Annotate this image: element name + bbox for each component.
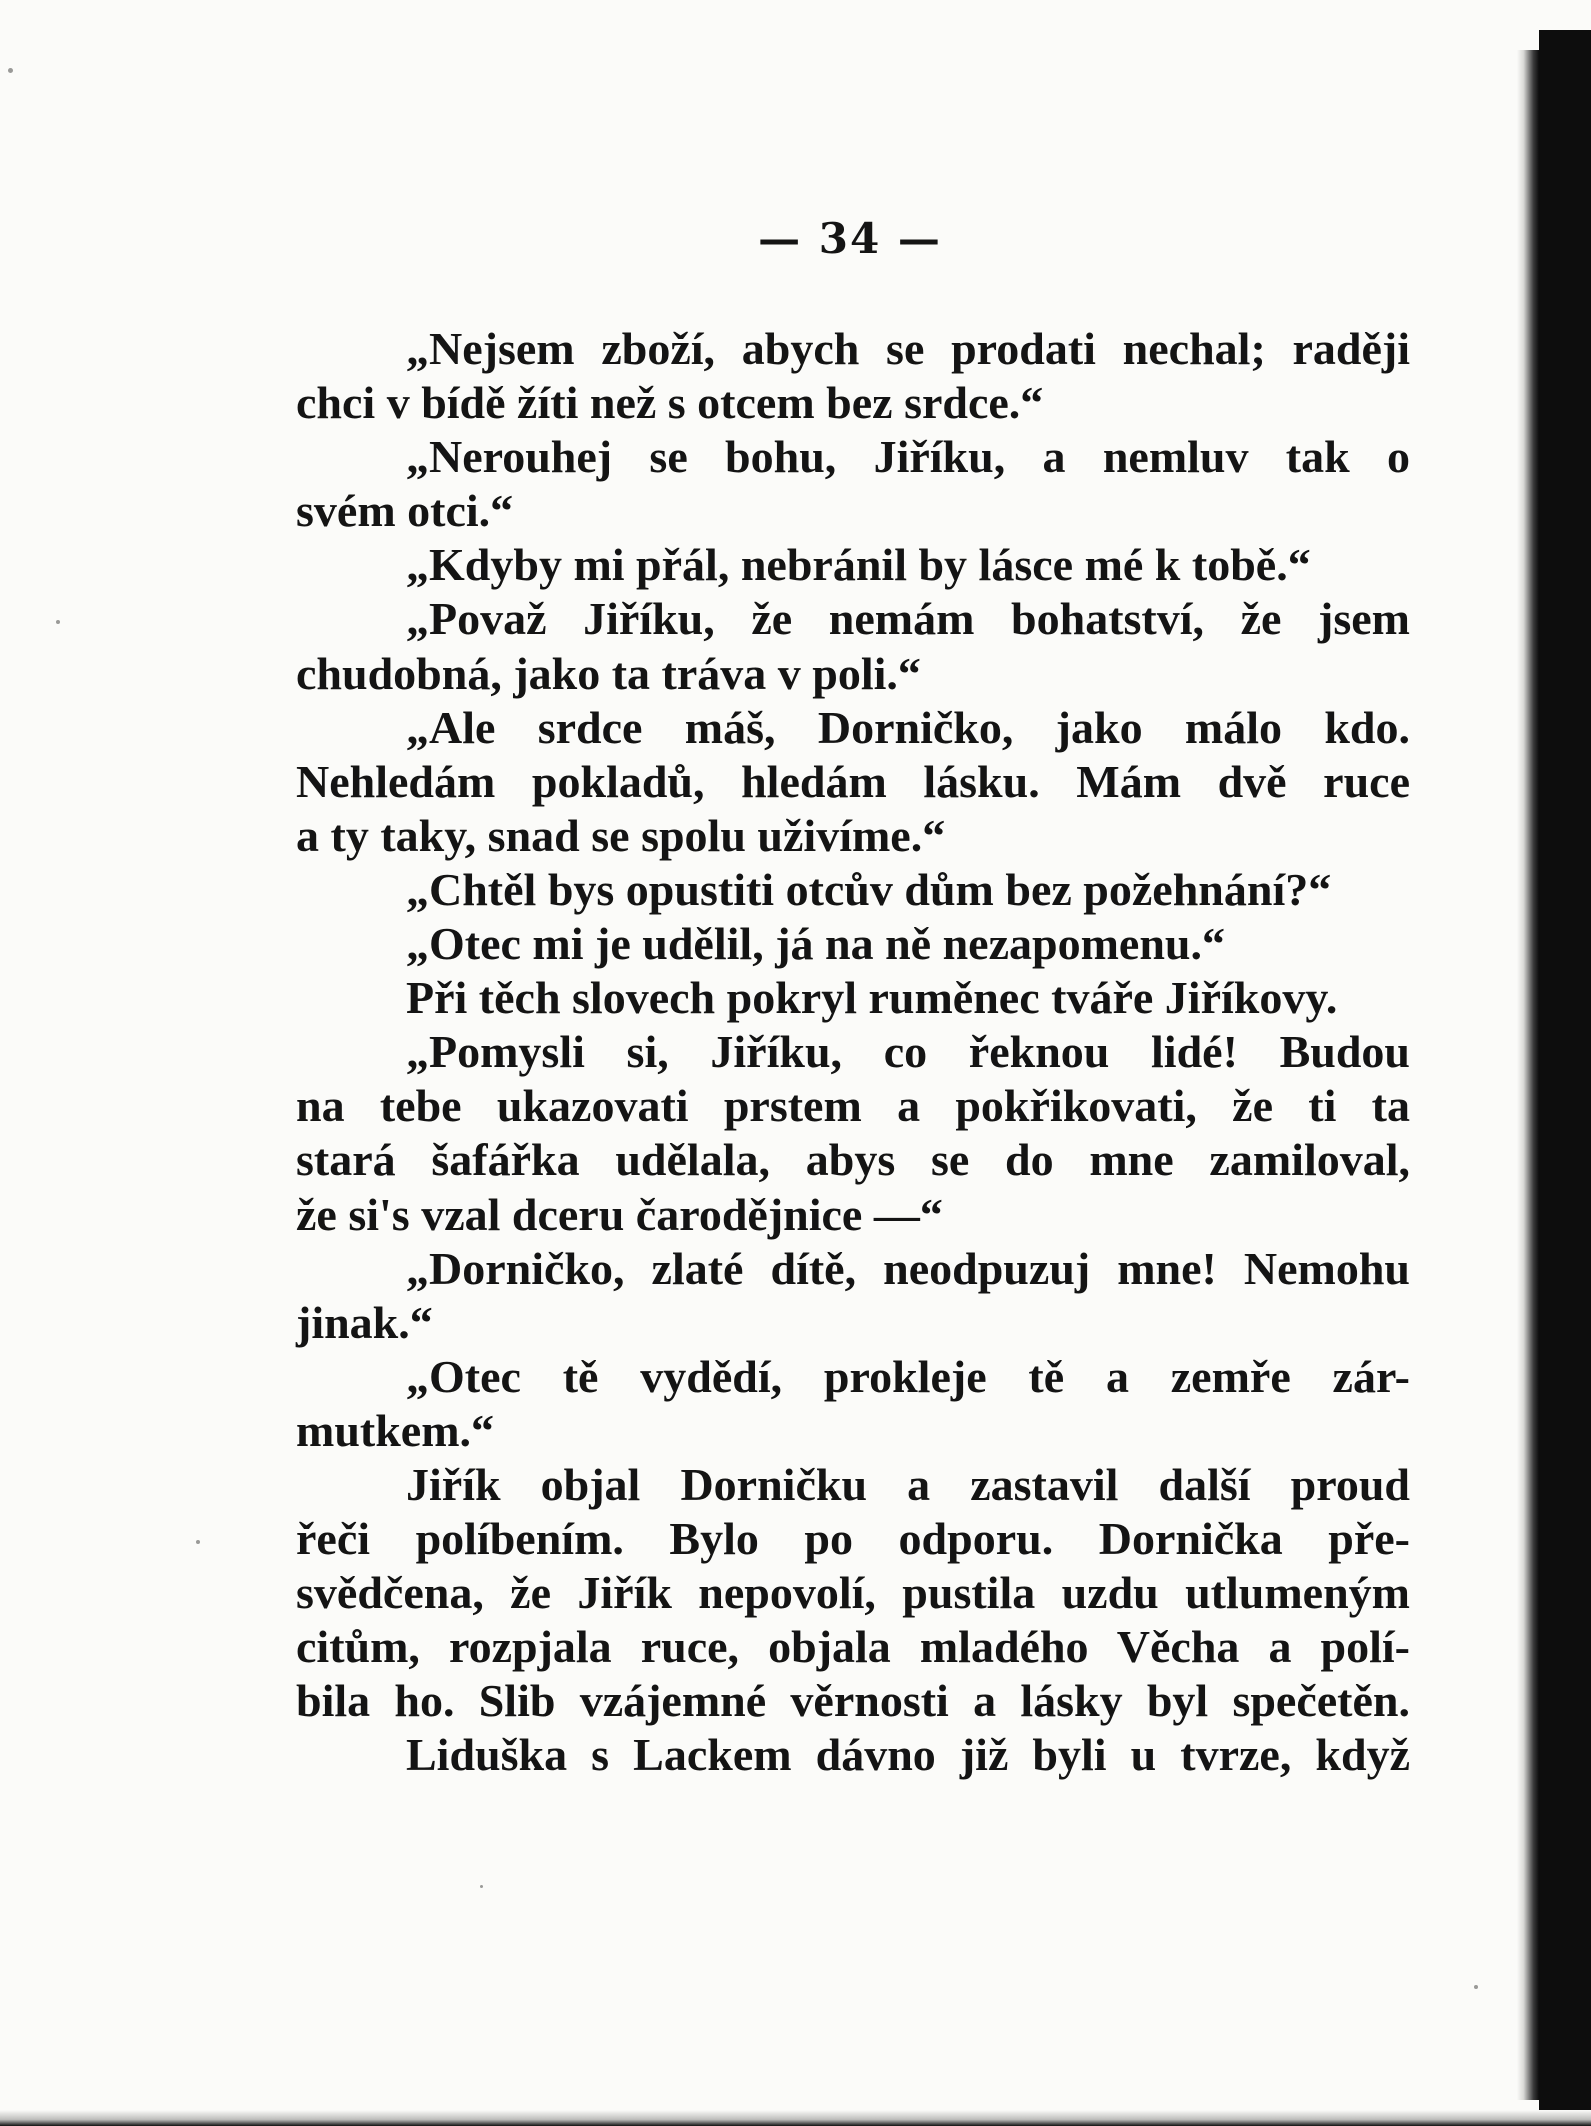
text-line: stará šafářka udělala, abys se do mne zamiloval, <box>296 1134 1410 1186</box>
text-line: citům, rozpjala ruce, objala mladého Věcha a polí- <box>296 1621 1410 1673</box>
text-line: bila ho. Slib vzájemné věrnosti a lásky byl spečetěn. <box>296 1675 1410 1727</box>
scan-speck <box>8 68 13 73</box>
text-line: a ty taky, snad se spolu uživíme.“ <box>296 809 946 861</box>
scan-speck <box>1474 1985 1478 1989</box>
text-line: chudobná, jako ta tráva v poli.“ <box>296 647 921 699</box>
scan-bottom-edge <box>0 2110 1591 2126</box>
body-text <box>296 322 1410 1783</box>
text-line: „Považ Jiříku, že nemám bohatství, že jsem <box>406 593 1410 645</box>
text-line: „Kdyby mi přál, nebránil by lásce mé k tobě.“ <box>406 539 1311 591</box>
scan-edge-gradient <box>1517 50 1539 2100</box>
text-line: chci v bídě žíti než s otcem bez srdce.“ <box>296 377 1044 429</box>
text-line: na tebe ukazovati prstem a pokřikovati, že ti ta <box>296 1080 1410 1132</box>
text-line: „Nerouhej se bohu, Jiříku, a nemluv tak o <box>406 431 1410 483</box>
text-line: „Chtěl bys opustiti otcův dům bez požehnání?“ <box>406 863 1332 915</box>
text-line: jinak.“ <box>296 1296 433 1348</box>
text-line: řeči políbením. Bylo po odporu. Dornička pře- <box>296 1513 1410 1565</box>
text-line: že si's vzal dceru čarodějnice —“ <box>296 1188 943 1240</box>
page-number: — 34 — <box>758 214 942 263</box>
text-line: mutkem.“ <box>296 1404 495 1456</box>
scan-speck <box>56 620 60 624</box>
text-line: svém otci.“ <box>296 485 514 537</box>
scan-binding-shadow <box>1539 30 1591 2126</box>
text-line: Při těch slovech pokryl ruměnec tváře Jiříkovy. <box>406 972 1338 1024</box>
text-line: „Ale srdce máš, Dorničko, jako málo kdo. <box>406 701 1410 753</box>
text-line: „Otec mi je udělil, já na ně nezapomenu.“ <box>406 918 1225 970</box>
text-line: „Dorničko, zlaté dítě, neodpuzuj mne! Nemohu <box>406 1242 1410 1294</box>
text-line: Nehledám pokladů, hledám lásku. Mám dvě ruce <box>296 755 1410 807</box>
text-line: svědčena, že Jiřík nepovolí, pustila uzdu utlumeným <box>296 1567 1410 1619</box>
text-line: Liduška s Lackem dávno již byli u tvrze, když <box>406 1729 1410 1781</box>
text-line: „Nejsem zboží, abych se prodati nechal; raději <box>406 323 1410 374</box>
text-line: „Pomysli si, Jiříku, co řeknou lidé! Budou <box>406 1026 1410 1078</box>
scan-speck <box>480 1885 483 1888</box>
text-line: „Otec tě vydědí, prokleje tě a zemře zár- <box>406 1350 1410 1402</box>
scan-speck <box>196 1540 200 1544</box>
text-line: Jiřík objal Dorničku a zastavil další proud <box>406 1458 1410 1510</box>
